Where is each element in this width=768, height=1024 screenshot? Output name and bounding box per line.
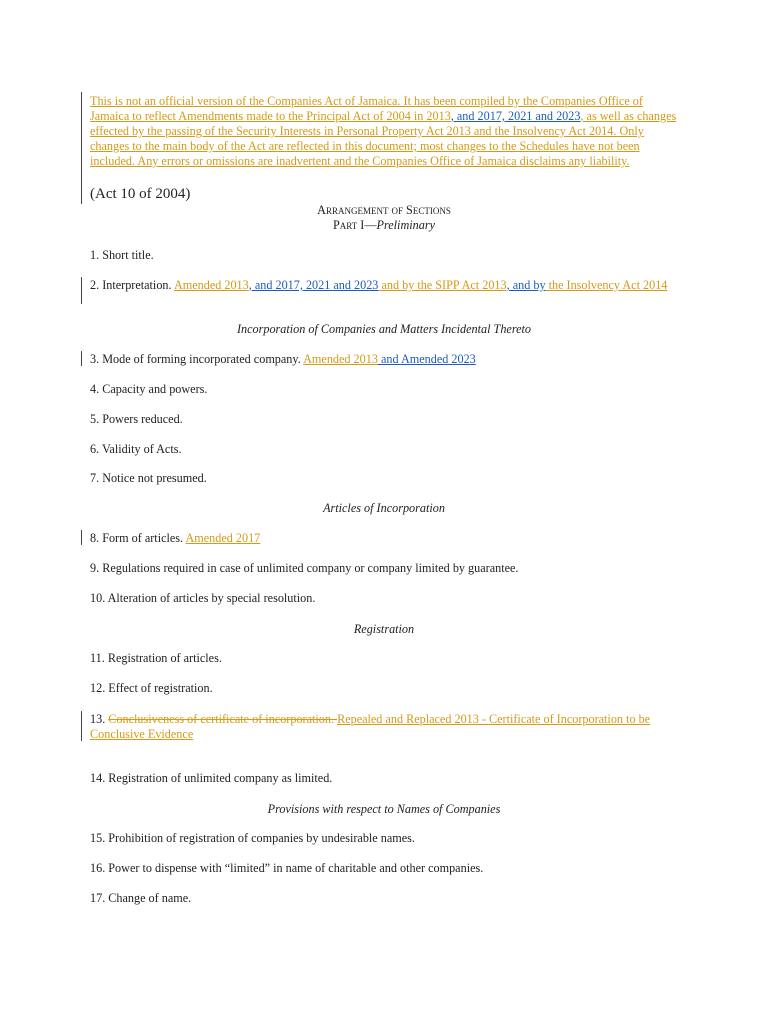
section-11: 11. Registration of articles. — [90, 651, 222, 665]
change-bar-section-3 — [81, 351, 82, 366]
notice-text-3: , as well as changes effected by the passing of the Security Interests in Personal Property Act 2013 and the Insolvency Act 2014. Only changes to the main body of the Act are reflected in this document; most changes to the Schedules have not been included. Any errors or omissions are inadvertent and the Companies Office of Jamaica disclaims any liability. — [90, 109, 677, 168]
change-bar-notice — [81, 92, 82, 204]
section-12: 12. Effect of registration. — [90, 681, 213, 695]
section-10: 10. Alteration of articles by special resolution. — [90, 591, 316, 605]
section-17: 17. Change of name. — [90, 891, 192, 905]
amendment-note: and by the SIPP Act 2013 — [378, 278, 507, 292]
subheading-articles: Articles of Incorporation — [323, 501, 445, 515]
section-13 — [90, 712, 680, 742]
part-heading — [0, 218, 768, 233]
amendment-note: the Insolvency Act 2014 — [545, 278, 668, 292]
section-8 — [90, 531, 260, 546]
change-bar-section-2 — [81, 277, 82, 304]
unofficial-notice — [90, 94, 680, 169]
arrangement-heading: Arrangement of Sections — [317, 203, 451, 217]
section-3 — [90, 352, 476, 367]
inserted-text: Repealed and Replaced 2013 - Certificate of Incorporation to be Conclusive Evidence — [90, 712, 651, 741]
section-9: 9. Regulations required in case of unlimited company or company limited by guarantee. — [90, 561, 519, 575]
part-name: Preliminary — [376, 218, 435, 232]
amendment-note: Amended 2017 — [185, 531, 261, 545]
subheading-registration: Registration — [353, 622, 415, 636]
subheading-names: Provisions with respect to Names of Companies — [267, 802, 501, 816]
section-7: 7. Notice not presumed. — [90, 471, 207, 485]
amendment-note: and Amended 2023 — [377, 352, 476, 366]
section-6: 6. Validity of Acts. — [90, 442, 182, 456]
change-bar-section-13 — [81, 711, 82, 741]
section-3-title: 3. Mode of forming incorporated company. — [90, 352, 304, 366]
amendment-note: , and 2017, 2021 and 2023 — [248, 278, 379, 292]
section-13-number: 13. — [90, 712, 109, 726]
notice-text-1: This is not an official version of the Companies Act of Jamaica. It has been compiled by the Companies Office of Jamaica to reflect Amendments made to the Principal Act of 2004 in 2013 — [90, 94, 643, 123]
section-2 — [90, 278, 680, 293]
amendment-note: Amended 2013 — [303, 352, 378, 366]
section-14: 14. Registration of unlimited company as limited. — [90, 771, 333, 785]
change-bar-section-8 — [81, 530, 82, 545]
notice-text-2: , and 2017, 2021 and 2023 — [450, 109, 581, 123]
section-8-title: 8. Form of articles. — [90, 531, 186, 545]
deleted-text: Conclusiveness of certificate of incorporation. — [108, 712, 338, 726]
section-16: 16. Power to dispense with “limited” in name of charitable and other companies. — [90, 861, 484, 875]
act-number: (Act 10 of 2004) — [90, 186, 191, 202]
section-5: 5. Powers reduced. — [90, 412, 183, 426]
section-1: 1. Short title. — [90, 248, 154, 262]
section-2-title: 2. Interpretation. — [90, 278, 174, 292]
subheading-incorporation: Incorporation of Companies and Matters Incidental Thereto — [236, 322, 532, 336]
amendment-note: , and by — [506, 278, 546, 292]
section-4: 4. Capacity and powers. — [90, 382, 208, 396]
section-15: 15. Prohibition of registration of companies by undesirable names. — [90, 831, 415, 845]
part-prefix: Part I— — [333, 218, 377, 232]
amendment-note: Amended 2013 — [173, 278, 249, 292]
